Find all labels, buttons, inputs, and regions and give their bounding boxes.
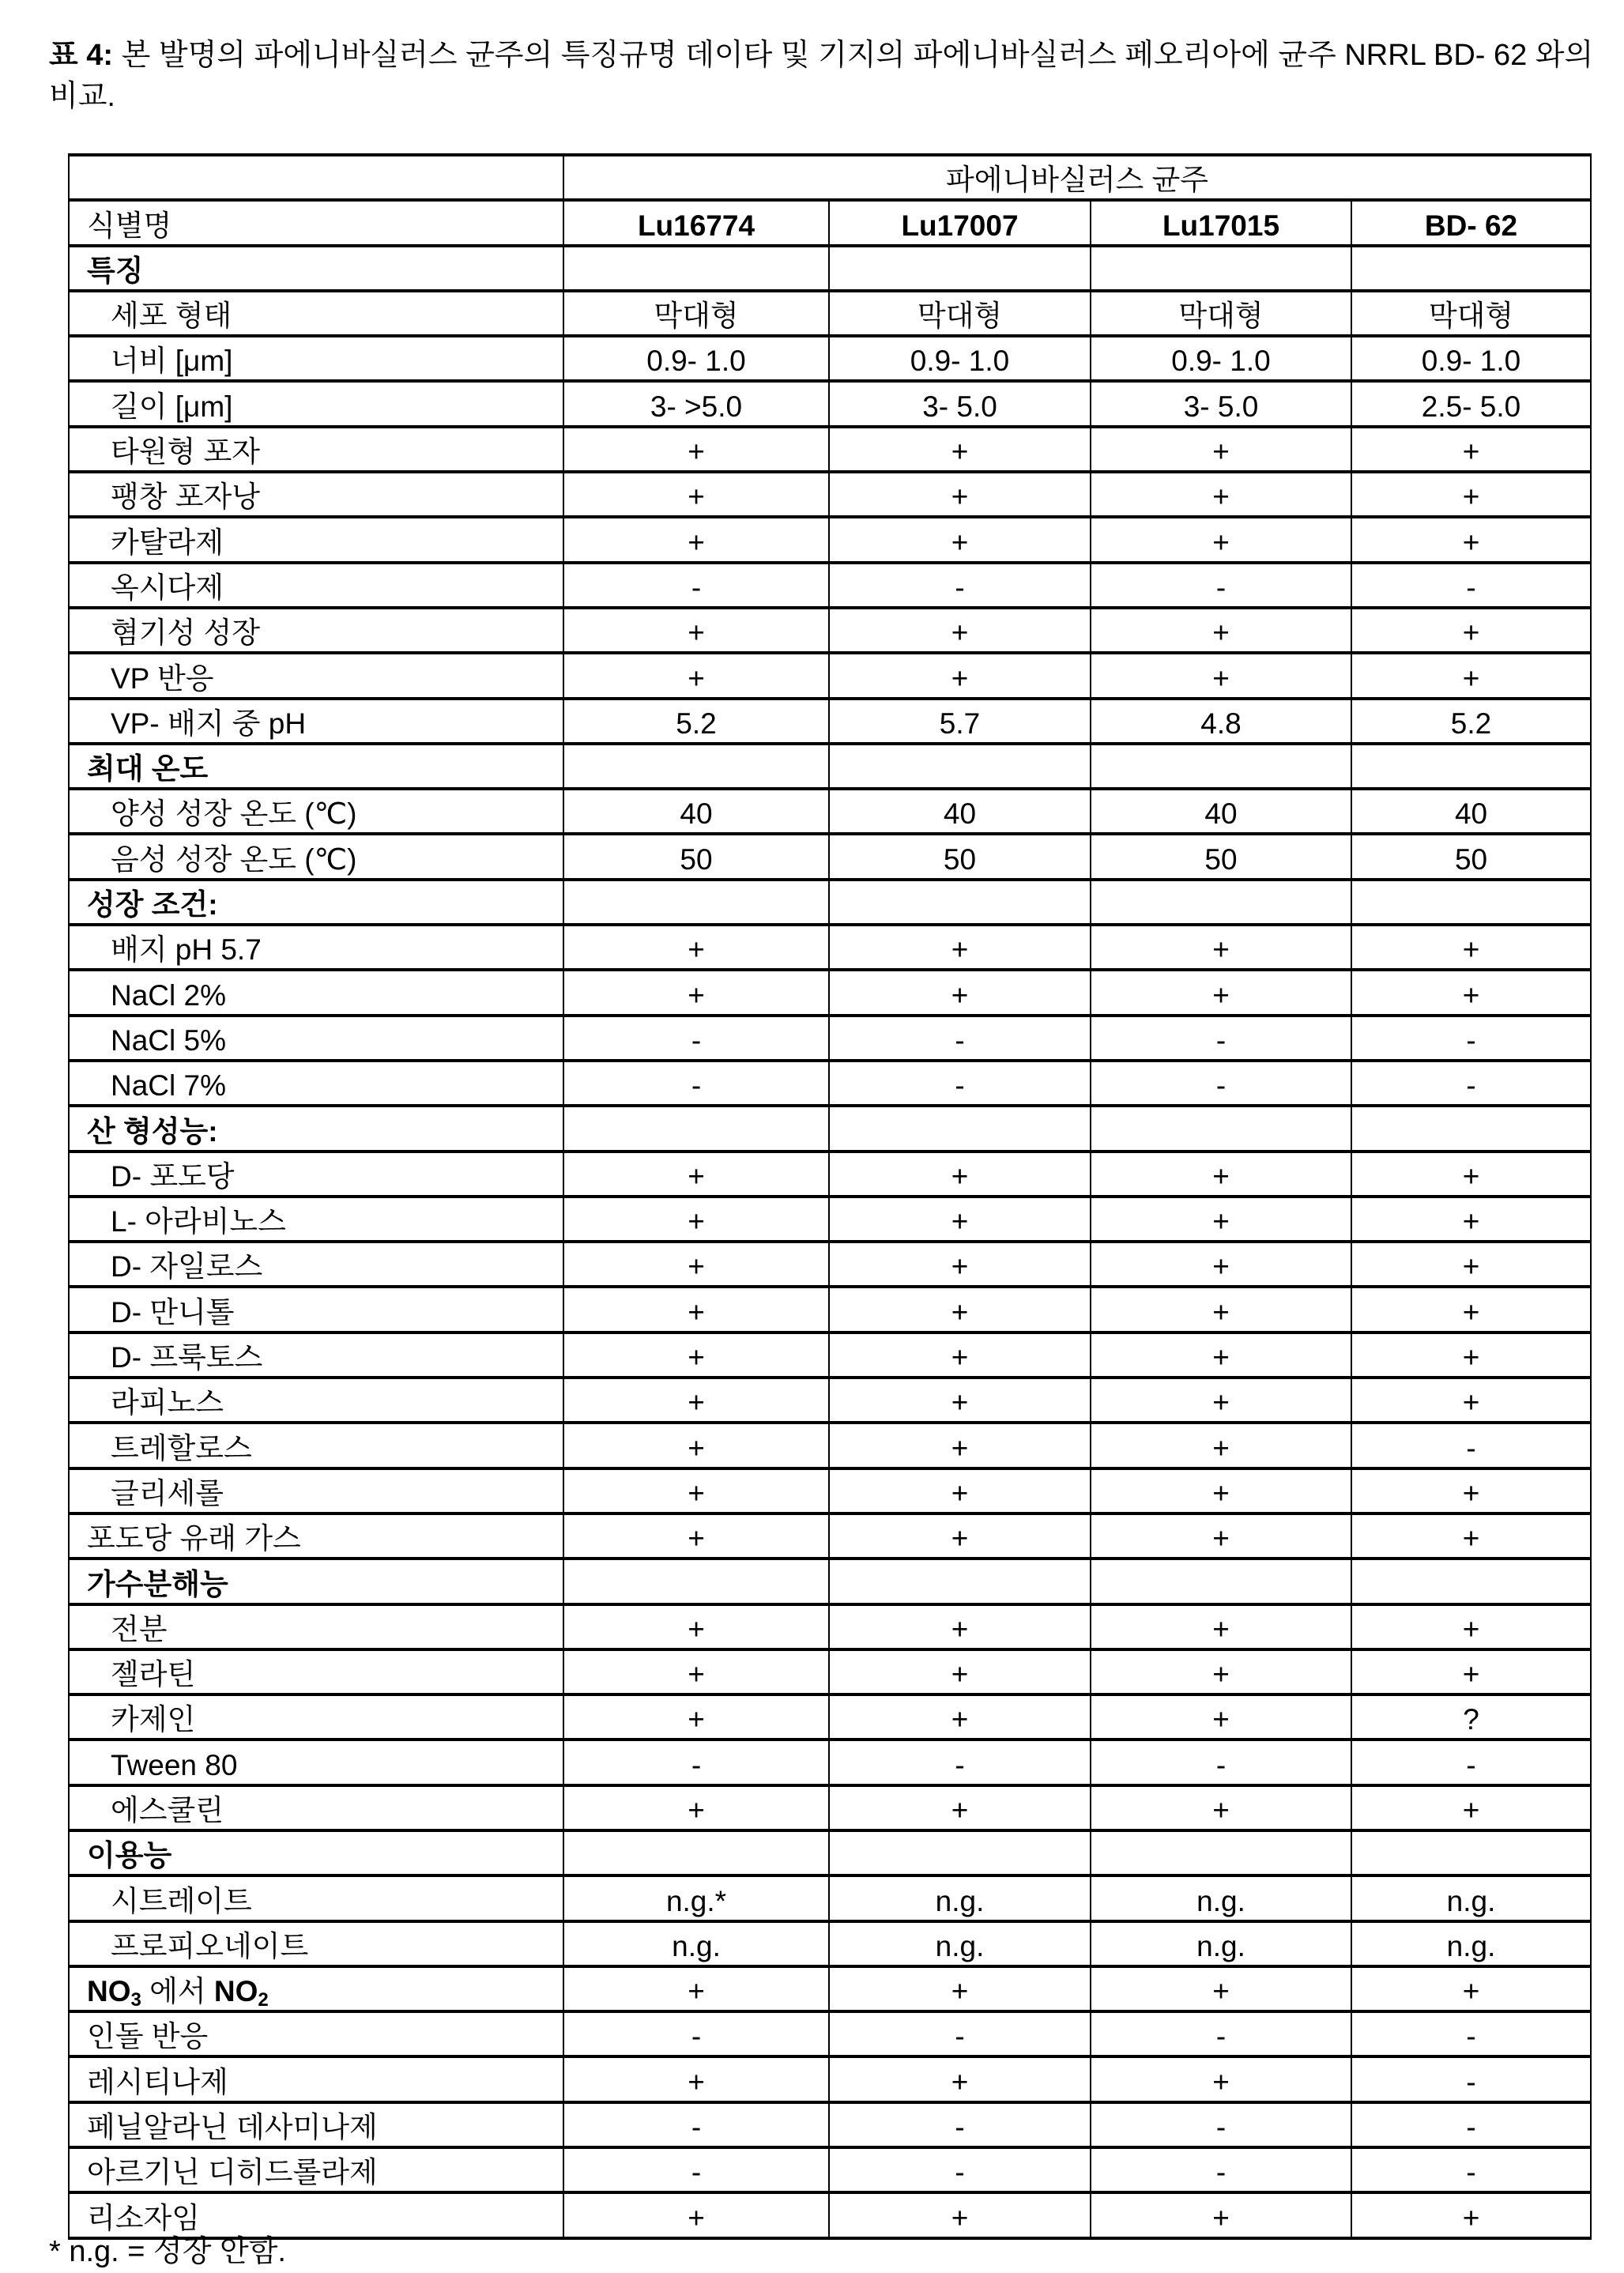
value-cell: +	[563, 427, 829, 472]
value-cell: +	[563, 1423, 829, 1468]
value-cell: -	[1351, 1423, 1591, 1468]
value-cell: -	[1351, 1061, 1591, 1106]
value-cell: -	[1351, 2011, 1591, 2056]
value-cell: -	[829, 2147, 1091, 2192]
table-row	[69, 1152, 1591, 1197]
value-cell: +	[1351, 1242, 1591, 1287]
row-label: 프로피오네이트	[69, 1921, 563, 1966]
table-row	[69, 1559, 1591, 1604]
table-row	[69, 1468, 1591, 1513]
table-row	[69, 2011, 1591, 2056]
value-cell: +	[1351, 1333, 1591, 1378]
value-cell: +	[563, 1694, 829, 1740]
value-cell: +	[563, 608, 829, 653]
table-row	[69, 1242, 1591, 1287]
row-label: 양성 성장 온도 (℃)	[69, 789, 563, 834]
value-cell: +	[829, 2056, 1091, 2101]
value-cell: 0.9- 1.0	[1351, 336, 1591, 381]
table-row	[69, 2192, 1591, 2237]
value-cell: -	[829, 563, 1091, 608]
value-cell: -	[1351, 1740, 1591, 1785]
value-cell: +	[1351, 2192, 1591, 2237]
value-cell	[1351, 1830, 1591, 1875]
section-label: 이용능	[69, 1830, 563, 1875]
table-row	[69, 1513, 1591, 1559]
value-cell: -	[1351, 1016, 1591, 1061]
table-row	[69, 1061, 1591, 1106]
strain-header: BD- 62	[1351, 200, 1591, 245]
value-cell: -	[563, 1740, 829, 1785]
value-cell: +	[829, 1197, 1091, 1242]
value-cell: +	[829, 1604, 1091, 1649]
value-cell	[1091, 1830, 1351, 1875]
value-cell: n.g.	[829, 1875, 1091, 1921]
table-row	[69, 1287, 1591, 1332]
value-cell: +	[829, 1966, 1091, 2011]
value-cell: 3- 5.0	[1091, 381, 1351, 426]
value-cell: -	[563, 1016, 829, 1061]
row-label: 배지 pH 5.7	[69, 925, 563, 970]
value-cell: +	[1351, 1785, 1591, 1830]
value-cell: +	[1351, 1378, 1591, 1423]
value-cell: 0.9- 1.0	[563, 336, 829, 381]
value-cell: n.g.	[563, 1921, 829, 1966]
value-cell: +	[563, 517, 829, 562]
table-row	[69, 2102, 1591, 2147]
value-cell: +	[1091, 1966, 1351, 2011]
value-cell: +	[1091, 1694, 1351, 1740]
value-cell: 50	[563, 834, 829, 879]
table-caption	[49, 35, 1598, 117]
value-cell: +	[563, 1333, 829, 1378]
value-cell: n.g.*	[563, 1875, 829, 1921]
value-cell: +	[1091, 608, 1351, 653]
strain-header: Lu17007	[829, 200, 1091, 245]
table-row	[69, 563, 1591, 608]
value-cell: 3- >5.0	[563, 381, 829, 426]
row-label: 혐기성 성장	[69, 608, 563, 653]
value-cell: -	[1091, 2147, 1351, 2192]
value-cell: +	[563, 1378, 829, 1423]
value-cell	[1091, 880, 1351, 925]
value-cell: -	[1351, 2102, 1591, 2147]
value-cell: 막대형	[829, 291, 1091, 336]
row-label: L- 아라비노스	[69, 1197, 563, 1242]
value-cell: -	[1091, 2011, 1351, 2056]
value-cell: -	[829, 1740, 1091, 1785]
value-cell: +	[1091, 970, 1351, 1015]
value-cell: +	[563, 653, 829, 698]
value-cell: +	[563, 1966, 829, 2011]
table-row	[69, 1197, 1591, 1242]
value-cell: -	[1091, 563, 1351, 608]
table-row	[69, 1921, 1591, 1966]
strain-header: Lu17015	[1091, 200, 1351, 245]
value-cell: +	[1351, 1287, 1591, 1332]
value-cell: -	[1091, 1016, 1351, 1061]
section-label: 가수분해능	[69, 1559, 563, 1604]
value-cell	[1351, 1559, 1591, 1604]
value-cell: 5.7	[829, 699, 1091, 744]
table-row	[69, 291, 1591, 336]
row-label: 글리세롤	[69, 1468, 563, 1513]
value-cell: -	[829, 1061, 1091, 1106]
value-cell: +	[1351, 970, 1591, 1015]
row-label: NaCl 5%	[69, 1016, 563, 1061]
value-cell: +	[829, 1694, 1091, 1740]
value-cell: +	[563, 1604, 829, 1649]
value-cell: +	[1091, 1197, 1351, 1242]
table-row	[69, 1694, 1591, 1740]
row-label: Tween 80	[69, 1740, 563, 1785]
value-cell: 5.2	[1351, 699, 1591, 744]
value-cell: 4.8	[1091, 699, 1351, 744]
value-cell: +	[563, 1468, 829, 1513]
value-cell: 40	[1351, 789, 1591, 834]
table-row	[69, 1785, 1591, 1830]
value-cell: +	[829, 427, 1091, 472]
value-cell	[563, 1106, 829, 1151]
value-cell: 막대형	[563, 291, 829, 336]
section-label: 산 형성능:	[69, 1106, 563, 1151]
value-cell: +	[1091, 1333, 1351, 1378]
table-row	[69, 925, 1591, 970]
value-cell	[829, 1830, 1091, 1875]
value-cell: +	[563, 1287, 829, 1332]
section-label: 성장 조건:	[69, 880, 563, 925]
label-part: NO	[87, 1975, 131, 2007]
strain-header: Lu16774	[563, 200, 829, 245]
table-row	[69, 1740, 1591, 1785]
value-cell: -	[829, 1016, 1091, 1061]
value-cell: +	[1351, 1513, 1591, 1559]
value-cell: +	[1351, 517, 1591, 562]
empty-corner-cell	[69, 155, 563, 200]
value-cell: +	[829, 608, 1091, 653]
value-cell: +	[829, 1287, 1091, 1332]
group-header: 파에니바실러스 균주	[563, 155, 1591, 200]
value-cell: +	[1091, 2192, 1351, 2237]
value-cell	[1351, 744, 1591, 789]
table-row	[69, 1106, 1591, 1151]
value-cell: +	[829, 1513, 1091, 1559]
value-cell: +	[563, 1513, 829, 1559]
table-row	[69, 789, 1591, 834]
value-cell: +	[1351, 472, 1591, 517]
value-cell: -	[1351, 563, 1591, 608]
value-cell	[563, 880, 829, 925]
value-cell	[829, 744, 1091, 789]
value-cell: n.g.	[829, 1921, 1091, 1966]
row-label: 리소자임	[69, 2192, 563, 2237]
row-label: 페닐알라닌 데사미나제	[69, 2102, 563, 2147]
value-cell: +	[829, 1333, 1091, 1378]
value-cell	[1091, 1106, 1351, 1151]
value-cell	[1351, 246, 1591, 291]
table-row	[69, 653, 1591, 698]
value-cell: +	[829, 1785, 1091, 1830]
value-cell: 2.5- 5.0	[1351, 381, 1591, 426]
row-label: 옥시다제	[69, 563, 563, 608]
value-cell: +	[563, 2056, 829, 2101]
value-cell: n.g.	[1091, 1921, 1351, 1966]
value-cell: +	[1351, 1604, 1591, 1649]
value-cell: -	[563, 2102, 829, 2147]
value-cell: +	[829, 1378, 1091, 1423]
row-label: D- 자일로스	[69, 1242, 563, 1287]
value-cell: +	[829, 517, 1091, 562]
value-cell: +	[829, 925, 1091, 970]
value-cell	[1091, 246, 1351, 291]
value-cell: +	[829, 1242, 1091, 1287]
caption-text: 본 발명의 파에니바실러스 균주의 특징규명 데이타 및 기지의 파에니바실러스 페오리아에 균주 NRRL BD- 62 와의 비교.	[49, 39, 1593, 113]
value-cell: +	[1091, 1152, 1351, 1197]
value-cell: +	[1351, 1152, 1591, 1197]
value-cell: +	[1091, 1242, 1351, 1287]
table-row	[69, 472, 1591, 517]
table-row	[69, 970, 1591, 1015]
value-cell: +	[1091, 517, 1351, 562]
row-label: D- 프룩토스	[69, 1333, 563, 1378]
row-label: VP- 배지 중 pH	[69, 699, 563, 744]
value-cell: -	[1351, 2147, 1591, 2192]
value-cell: +	[1091, 1423, 1351, 1468]
value-cell: +	[1091, 1649, 1351, 1694]
value-cell: +	[1091, 2056, 1351, 2101]
value-cell: ?	[1351, 1694, 1591, 1740]
value-cell	[563, 1830, 829, 1875]
value-cell: +	[1351, 1197, 1591, 1242]
id-label: 식별명	[69, 200, 563, 245]
table-row	[69, 2147, 1591, 2192]
value-cell: +	[829, 970, 1091, 1015]
label-part: 3	[131, 1989, 141, 2011]
value-cell: 3- 5.0	[829, 381, 1091, 426]
value-cell: +	[563, 1649, 829, 1694]
value-cell	[1351, 1106, 1591, 1151]
row-label: 길이 [μm]	[69, 381, 563, 426]
value-cell: +	[1351, 1468, 1591, 1513]
label-part: 2	[258, 1989, 268, 2011]
value-cell	[829, 246, 1091, 291]
table-row	[69, 2056, 1591, 2101]
row-label: 트레할로스	[69, 1423, 563, 1468]
value-cell: +	[563, 1785, 829, 1830]
row-label: 인돌 반응	[69, 2011, 563, 2056]
caption-prefix: 표 4:	[49, 39, 113, 72]
value-cell	[1091, 744, 1351, 789]
value-cell: -	[1351, 2056, 1591, 2101]
value-cell: 막대형	[1091, 291, 1351, 336]
value-cell: 50	[1091, 834, 1351, 879]
row-label: NaCl 7%	[69, 1061, 563, 1106]
value-cell	[829, 880, 1091, 925]
value-cell: +	[1351, 1966, 1591, 2011]
value-cell: +	[563, 1197, 829, 1242]
table-row	[69, 1649, 1591, 1694]
value-cell: +	[829, 2192, 1091, 2237]
value-cell: +	[1091, 1378, 1351, 1423]
value-cell: 40	[563, 789, 829, 834]
value-cell: +	[1091, 1468, 1351, 1513]
value-cell: +	[829, 1152, 1091, 1197]
value-cell	[563, 246, 829, 291]
table-row	[69, 427, 1591, 472]
value-cell: +	[1351, 653, 1591, 698]
value-cell: +	[1351, 1649, 1591, 1694]
value-cell: -	[829, 2011, 1091, 2056]
footnote: * n.g. = 성장 안함.	[49, 2233, 286, 2270]
value-cell: -	[563, 2147, 829, 2192]
table-row	[69, 834, 1591, 879]
row-label: 카탈라제	[69, 517, 563, 562]
table-row	[69, 1830, 1591, 1875]
table-row	[69, 246, 1591, 291]
value-cell: +	[563, 925, 829, 970]
value-cell: -	[1091, 1740, 1351, 1785]
value-cell: +	[1351, 925, 1591, 970]
value-cell: -	[1091, 1061, 1351, 1106]
value-cell: +	[829, 472, 1091, 517]
value-cell: +	[1091, 925, 1351, 970]
table-row	[69, 336, 1591, 381]
value-cell: +	[563, 1152, 829, 1197]
table-row	[69, 1016, 1591, 1061]
row-label: 젤라틴	[69, 1649, 563, 1694]
value-cell: +	[1091, 1287, 1351, 1332]
value-cell: +	[563, 1242, 829, 1287]
table-row	[69, 880, 1591, 925]
row-label: 음성 성장 온도 (℃)	[69, 834, 563, 879]
value-cell	[829, 1106, 1091, 1151]
value-cell: 막대형	[1351, 291, 1591, 336]
row-label: D- 만니톨	[69, 1287, 563, 1332]
comparison-table	[68, 153, 1592, 2240]
row-label: NaCl 2%	[69, 970, 563, 1015]
table-row	[69, 1966, 1591, 2011]
value-cell: +	[563, 2192, 829, 2237]
value-cell: n.g.	[1351, 1921, 1591, 1966]
value-cell	[1091, 1559, 1351, 1604]
row-label	[69, 1966, 563, 2011]
value-cell: 0.9- 1.0	[1091, 336, 1351, 381]
row-label: 레시티나제	[69, 2056, 563, 2101]
value-cell: +	[829, 653, 1091, 698]
value-cell: +	[1091, 1513, 1351, 1559]
label-part: 에서	[141, 1975, 214, 2007]
value-cell: n.g.	[1351, 1875, 1591, 1921]
value-cell	[563, 1559, 829, 1604]
value-cell: -	[829, 2102, 1091, 2147]
table-row	[69, 744, 1591, 789]
value-cell: 0.9- 1.0	[829, 336, 1091, 381]
value-cell: -	[563, 1061, 829, 1106]
section-label: 특징	[69, 246, 563, 291]
table-row	[69, 1378, 1591, 1423]
row-label: 너비 [μm]	[69, 336, 563, 381]
table-row	[69, 1333, 1591, 1378]
row-label: 포도당 유래 가스	[69, 1513, 563, 1559]
value-cell	[829, 1559, 1091, 1604]
row-label: 아르기닌 디히드롤라제	[69, 2147, 563, 2192]
row-label: 전분	[69, 1604, 563, 1649]
row-label: 카제인	[69, 1694, 563, 1740]
row-label: 에스쿨린	[69, 1785, 563, 1830]
value-cell: +	[1091, 1604, 1351, 1649]
value-cell: +	[829, 1423, 1091, 1468]
value-cell: -	[563, 563, 829, 608]
value-cell: +	[1091, 1785, 1351, 1830]
value-cell: 50	[829, 834, 1091, 879]
group-header-row	[69, 155, 1591, 200]
strain-header-row	[69, 200, 1591, 245]
value-cell: +	[1091, 472, 1351, 517]
value-cell: +	[1351, 608, 1591, 653]
value-cell: 50	[1351, 834, 1591, 879]
value-cell: +	[1091, 427, 1351, 472]
table-row	[69, 1604, 1591, 1649]
value-cell: 40	[829, 789, 1091, 834]
row-label: 시트레이트	[69, 1875, 563, 1921]
table-row	[69, 608, 1591, 653]
section-label: 최대 온도	[69, 744, 563, 789]
label-part: NO	[214, 1975, 258, 2007]
row-label: D- 포도당	[69, 1152, 563, 1197]
value-cell: +	[1351, 427, 1591, 472]
table-row	[69, 699, 1591, 744]
row-label: 세포 형태	[69, 291, 563, 336]
row-label: VP 반응	[69, 653, 563, 698]
value-cell: +	[1091, 653, 1351, 698]
value-cell: n.g.	[1091, 1875, 1351, 1921]
value-cell: 40	[1091, 789, 1351, 834]
table-row	[69, 517, 1591, 562]
value-cell: +	[563, 472, 829, 517]
table-row	[69, 1423, 1591, 1468]
value-cell: +	[829, 1649, 1091, 1694]
value-cell: +	[829, 1468, 1091, 1513]
table-row	[69, 381, 1591, 426]
value-cell	[1351, 880, 1591, 925]
row-label: 타원형 포자	[69, 427, 563, 472]
value-cell: -	[1091, 2102, 1351, 2147]
row-label: 팽창 포자낭	[69, 472, 563, 517]
value-cell: -	[563, 2011, 829, 2056]
row-label: 라피노스	[69, 1378, 563, 1423]
value-cell: +	[563, 970, 829, 1015]
value-cell: 5.2	[563, 699, 829, 744]
value-cell	[563, 744, 829, 789]
table-row	[69, 1875, 1591, 1921]
